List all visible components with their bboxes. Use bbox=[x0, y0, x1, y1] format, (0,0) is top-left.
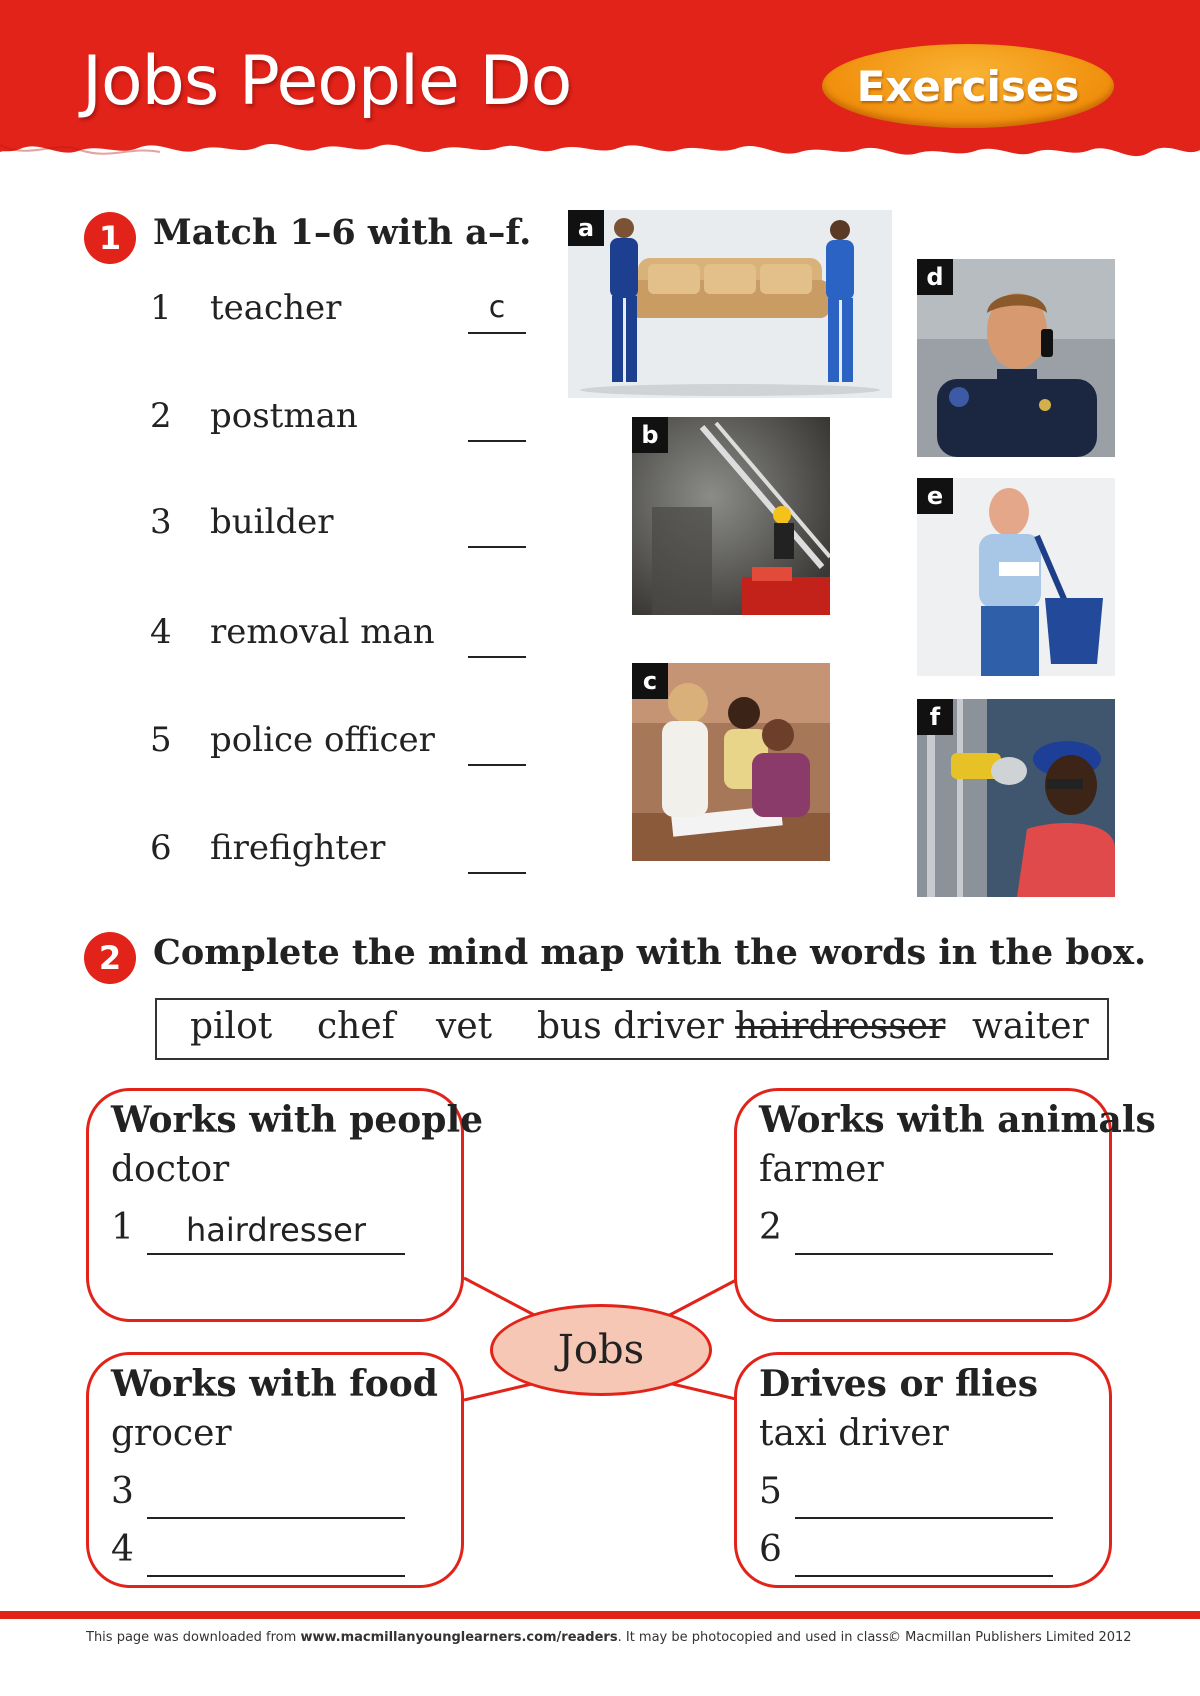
exercise-1-instruction: Match 1–6 with a–f. bbox=[153, 212, 532, 253]
footer-link[interactable]: www.macmillanyounglearners.com/readers bbox=[300, 1630, 618, 1645]
footer-copyright: © Macmillan Publishers Limited 2012 bbox=[888, 1630, 1132, 1645]
exercise-1-number: 1 bbox=[84, 212, 136, 264]
match-item bbox=[150, 502, 530, 552]
match-item-number: 2 bbox=[150, 396, 172, 436]
photo-label-a: a bbox=[568, 210, 604, 246]
mind-map-answer-line bbox=[111, 1471, 431, 1521]
exercise-2-number: 2 bbox=[84, 932, 136, 984]
header-banner bbox=[0, 0, 1200, 200]
mind-map-answer-line bbox=[759, 1207, 1079, 1257]
answer-blank[interactable] bbox=[795, 1533, 1053, 1577]
match-item-number: 6 bbox=[150, 828, 172, 868]
match-answer-field[interactable] bbox=[468, 720, 526, 766]
match-item bbox=[150, 720, 530, 770]
match-item-number: 4 bbox=[150, 612, 172, 652]
answer-blank[interactable] bbox=[795, 1211, 1053, 1255]
photo-label-e: e bbox=[917, 478, 953, 514]
match-item-word: builder bbox=[210, 502, 334, 542]
mind-map-box-people bbox=[86, 1088, 484, 1322]
answer-line-number: 4 bbox=[111, 1529, 134, 1570]
answer-blank[interactable]: hairdresser bbox=[147, 1211, 405, 1255]
match-answer-field[interactable]: c bbox=[468, 288, 526, 334]
answer-line-number: 3 bbox=[111, 1471, 134, 1512]
answer-blank[interactable] bbox=[147, 1533, 405, 1577]
word-box-item-struck: hairdresser bbox=[735, 1006, 946, 1047]
answer-line-number: 1 bbox=[111, 1207, 134, 1248]
mind-map-answer-line bbox=[759, 1471, 1079, 1521]
match-item bbox=[150, 288, 530, 338]
answer-line-number: 6 bbox=[759, 1529, 782, 1570]
match-item bbox=[150, 828, 530, 878]
page-title: Jobs People Do bbox=[82, 42, 572, 121]
footer-notice bbox=[86, 1630, 893, 1645]
mind-map-box-title: Works with animals bbox=[759, 1099, 1156, 1141]
mind-map-example: taxi driver bbox=[759, 1413, 949, 1454]
mind-map-example: grocer bbox=[111, 1413, 232, 1454]
photo-label-b: b bbox=[632, 417, 668, 453]
match-item-number: 5 bbox=[150, 720, 172, 760]
mind-map-box-title: Drives or flies bbox=[759, 1363, 1039, 1405]
word-box-item: pilot bbox=[190, 1006, 273, 1047]
match-item bbox=[150, 396, 530, 446]
match-answer-field[interactable] bbox=[468, 828, 526, 874]
match-answer-field[interactable] bbox=[468, 502, 526, 548]
match-item-word: removal man bbox=[210, 612, 435, 652]
teacher-with-students-photo bbox=[632, 663, 830, 861]
police-officer-on-radio-photo bbox=[917, 259, 1115, 457]
mind-map-example: farmer bbox=[759, 1149, 884, 1190]
mind-map-answer-line bbox=[111, 1529, 431, 1579]
exercises-badge-label: Exercises bbox=[856, 61, 1080, 111]
word-box-item: vet bbox=[436, 1006, 493, 1047]
photo-label-d: d bbox=[917, 259, 953, 295]
mind-map-center-label: Jobs bbox=[557, 1327, 645, 1373]
photo-label-f: f bbox=[917, 699, 953, 735]
footer-divider bbox=[0, 1611, 1200, 1619]
answer-line-number: 5 bbox=[759, 1471, 782, 1512]
match-item-number: 3 bbox=[150, 502, 172, 542]
removal-men-carrying-sofa-photo bbox=[568, 210, 892, 398]
match-item-word: postman bbox=[210, 396, 358, 436]
match-item bbox=[150, 612, 530, 662]
match-item-word: teacher bbox=[210, 288, 342, 328]
mind-map-box-food bbox=[86, 1352, 464, 1588]
match-item-number: 1 bbox=[150, 288, 172, 328]
match-item-word: firefighter bbox=[210, 828, 386, 868]
match-item-word: police officer bbox=[210, 720, 435, 760]
firefighter-on-ladder-photo bbox=[632, 417, 830, 615]
word-box bbox=[155, 998, 1109, 1060]
builder-with-drill-photo bbox=[917, 699, 1115, 897]
exercise-2-instruction: Complete the mind map with the words in the box. bbox=[153, 932, 1147, 973]
mind-map-answer-line bbox=[759, 1529, 1079, 1579]
match-answer-field[interactable] bbox=[468, 612, 526, 658]
word-box-item: chef bbox=[317, 1006, 395, 1047]
footer-suffix: . It may be photocopied and used in class. bbox=[617, 1630, 893, 1645]
answer-blank[interactable] bbox=[147, 1475, 405, 1519]
mind-map-box-title: Works with food bbox=[111, 1363, 438, 1405]
mind-map-center bbox=[490, 1304, 712, 1396]
mind-map-box-title: Works with people bbox=[111, 1099, 484, 1141]
word-box-item: bus driver bbox=[537, 1006, 724, 1047]
photo-label-c: c bbox=[632, 663, 668, 699]
match-answer-field[interactable] bbox=[468, 396, 526, 442]
mind-map-answer-line bbox=[111, 1207, 431, 1257]
footer-prefix: This page was downloaded from bbox=[86, 1630, 301, 1645]
mind-map-box-drives bbox=[734, 1352, 1112, 1588]
word-box-item: waiter bbox=[972, 1006, 1089, 1047]
mind-map-example: doctor bbox=[111, 1149, 230, 1190]
postman-with-bag-photo bbox=[917, 478, 1115, 676]
answer-line-number: 2 bbox=[759, 1207, 782, 1248]
exercises-badge bbox=[822, 44, 1114, 128]
mind-map-box-animals bbox=[734, 1088, 1156, 1322]
answer-blank[interactable] bbox=[795, 1475, 1053, 1519]
